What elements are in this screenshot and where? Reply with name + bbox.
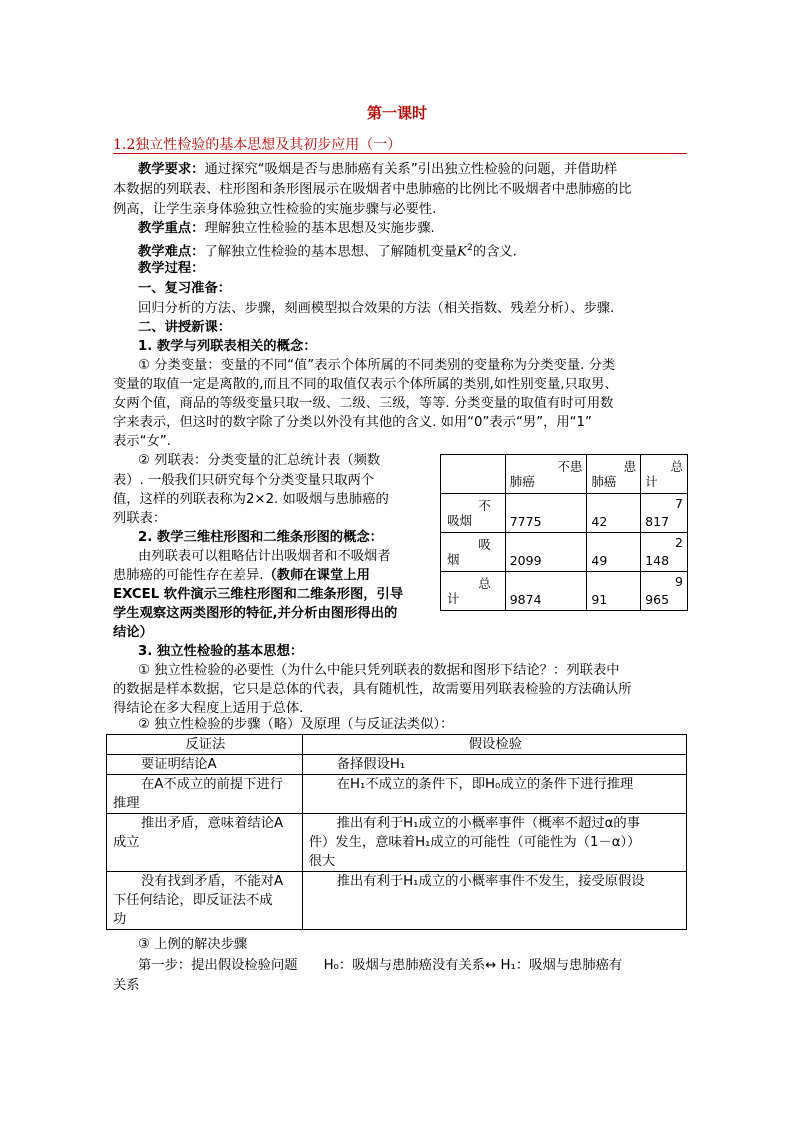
concept3-p1-line-1: ① 独立性检验的必要性（为什么中能只凭列联表的数据和图形下结论？：列联表中 (138, 663, 620, 678)
table-row (107, 755, 687, 775)
hypothesis-cell: 在H₁不成立的条件下，即H₀成立的条件下进行推理 (302, 775, 686, 814)
table-header-cell: 患 肺癌 (587, 455, 641, 494)
comparison-header-row (107, 735, 687, 755)
concept1-p2-line-3: 值，这样的列联表称为2×2. 如吸烟与患肺癌的 (113, 492, 389, 507)
contradiction-cell: 没有找到矛盾，不能对A 下任何结论，即反证法不成 功 (107, 872, 303, 930)
concept1-p1-line-4: 字来表示，但这时的数字除了分类以外没有其他的含义. 如用“0”表示“男”，用“1” (113, 415, 592, 430)
review-text: 回归分析的方法、步骤，刻画模型拟合效果的方法（相关指数、残差分析）、步骤. (138, 301, 615, 316)
concept2-line-4: 学生观察这两类图形的特征,并分析由图形得出的 (113, 606, 398, 621)
concept2-line-2: 患肺癌的可能性存在差异.（教师在课堂上用 (113, 568, 370, 583)
section-divider (113, 153, 687, 154)
table-row (441, 533, 688, 572)
section-title: 1.2独立性检验的基本思想及其初步应用（一） (113, 137, 402, 153)
table-corner-cell (441, 455, 506, 494)
table-cell: 9 965 (641, 572, 688, 611)
concept3-heading: 3. 独立性检验的基本思想： (138, 644, 304, 659)
requirements-line-1: 教学要求：通过探究“吸烟是否与患肺癌有关系”引出独立性检验的问题，并借助样 (138, 162, 618, 177)
requirements-line-3: 例高，让学生亲身体验独立性检验的实施步骤与必要性. (113, 202, 437, 217)
table-row (441, 572, 688, 611)
step1-line-2: 关系 (113, 978, 140, 993)
table-header-row (441, 455, 688, 494)
new-lesson-heading: 二、讲授新课： (138, 320, 232, 335)
row-label-cell: 不 吸烟 (441, 494, 506, 533)
row-label-cell: 吸 烟 (441, 533, 506, 572)
process-label: 教学过程： (138, 261, 205, 276)
table-row (107, 814, 687, 872)
page-title: 第一课时 (366, 104, 427, 122)
table-cell: 49 (587, 533, 641, 572)
table-header-cell: 不患 肺癌 (505, 455, 587, 494)
header-hypothesis-test: 假设检验 (302, 735, 686, 755)
table-row (107, 775, 687, 814)
table-cell: 9874 (505, 572, 587, 611)
concept1-p1-line-5: 表示“女”. (113, 434, 171, 449)
steps-heading: ③ 上例的解决步骤 (138, 937, 248, 952)
hypothesis-cell: 推出有利于H₁成立的小概率事件（概率不超过α的事 件）发生，意味着H₁成立的可能性（可能性为（1－α）） 很大 (302, 814, 686, 872)
difficulty: 教学难点：了解独立性检验的基本思想、了解随机变量$K^2$的含义. (138, 243, 517, 260)
concept3-p1-line-3: 得结论在多大程度上适用于总体. (113, 701, 304, 716)
concept2-line-1: 由列联表可以粗略估计出吸烟者和不吸烟者 (138, 549, 391, 564)
concept1-p2-line-1: ② 列联表：分类变量的汇总统计表（频数 (138, 453, 381, 468)
contradiction-cell: 要证明结论A (107, 755, 303, 775)
concept2-heading: 2. 教学三维柱形图和二维条形图的概念： (138, 530, 383, 545)
table-header-cell: 总 计 (641, 455, 688, 494)
table-cell: 2 148 (641, 533, 688, 572)
header-proof-by-contradiction: 反证法 (107, 735, 303, 755)
concept1-heading: 1. 教学与列联表相关的概念： (138, 339, 317, 354)
concept3-p2: ② 独立性检验的步骤（略）及原理（与反证法类似）： (138, 717, 454, 732)
row-label-cell: 总 计 (441, 572, 506, 611)
table-cell: 2099 (505, 533, 587, 572)
concept2-line-3: EXCEL 软件演示三维柱形图和二维条形图，引导 (113, 587, 404, 602)
concept2-line-5: 结论） (113, 625, 153, 640)
contingency-table (440, 454, 688, 611)
concept1-p1-line-1: ① 分类变量：变量的不同“值”表示个体所属的不同类别的变量称为分类变量. 分类 (138, 358, 616, 373)
key-point: 教学重点：理解独立性检验的基本思想及实施步骤. (138, 221, 435, 236)
comparison-table (106, 734, 687, 930)
table-cell: 7 817 (641, 494, 688, 533)
table-row (107, 872, 687, 930)
concept1-p1-line-2: 变量的取值一定是离散的,而且不同的取值仅表示个体所属的类别,如性别变量,只取男、 (113, 377, 618, 392)
concept1-p2-line-4: 列联表： (113, 511, 167, 526)
hypothesis-cell: 备择假设H₁ (302, 755, 686, 775)
contradiction-cell: 在A不成立的前提下进行 推理 (107, 775, 303, 814)
hypothesis-cell: 推出有利于H₁成立的小概率事件不发生，接受原假设 (302, 872, 686, 930)
step1-line-1: 第一步：提出假设检验问题 H₀：吸烟与患肺癌没有关系↔ H₁：吸烟与患肺癌有 (138, 958, 623, 973)
concept1-p2-line-2: 表）. 一般我们只研究每个分类变量只取两个 (113, 473, 375, 488)
table-row (441, 494, 688, 533)
table-cell: 91 (587, 572, 641, 611)
requirements-line-2: 本数据的列联表、柱形图和条形图展示在吸烟者中患肺癌的比例比不吸烟者中患肺癌的比 (113, 182, 632, 197)
table-cell: 42 (587, 494, 641, 533)
contradiction-cell: 推出矛盾，意味着结论A 成立 (107, 814, 303, 872)
concept1-p1-line-3: 女两个值，商品的等级变量只取一级、二级、三级，等等. 分类变量的取值有时可用数 (113, 396, 614, 411)
concept3-p1-line-2: 的数据是样本数据，它只是总体的代表，具有随机性，故需要用列联表检验的方法确认所 (113, 682, 632, 697)
review-heading: 一、复习准备： (138, 281, 232, 296)
table-cell: 7775 (505, 494, 587, 533)
